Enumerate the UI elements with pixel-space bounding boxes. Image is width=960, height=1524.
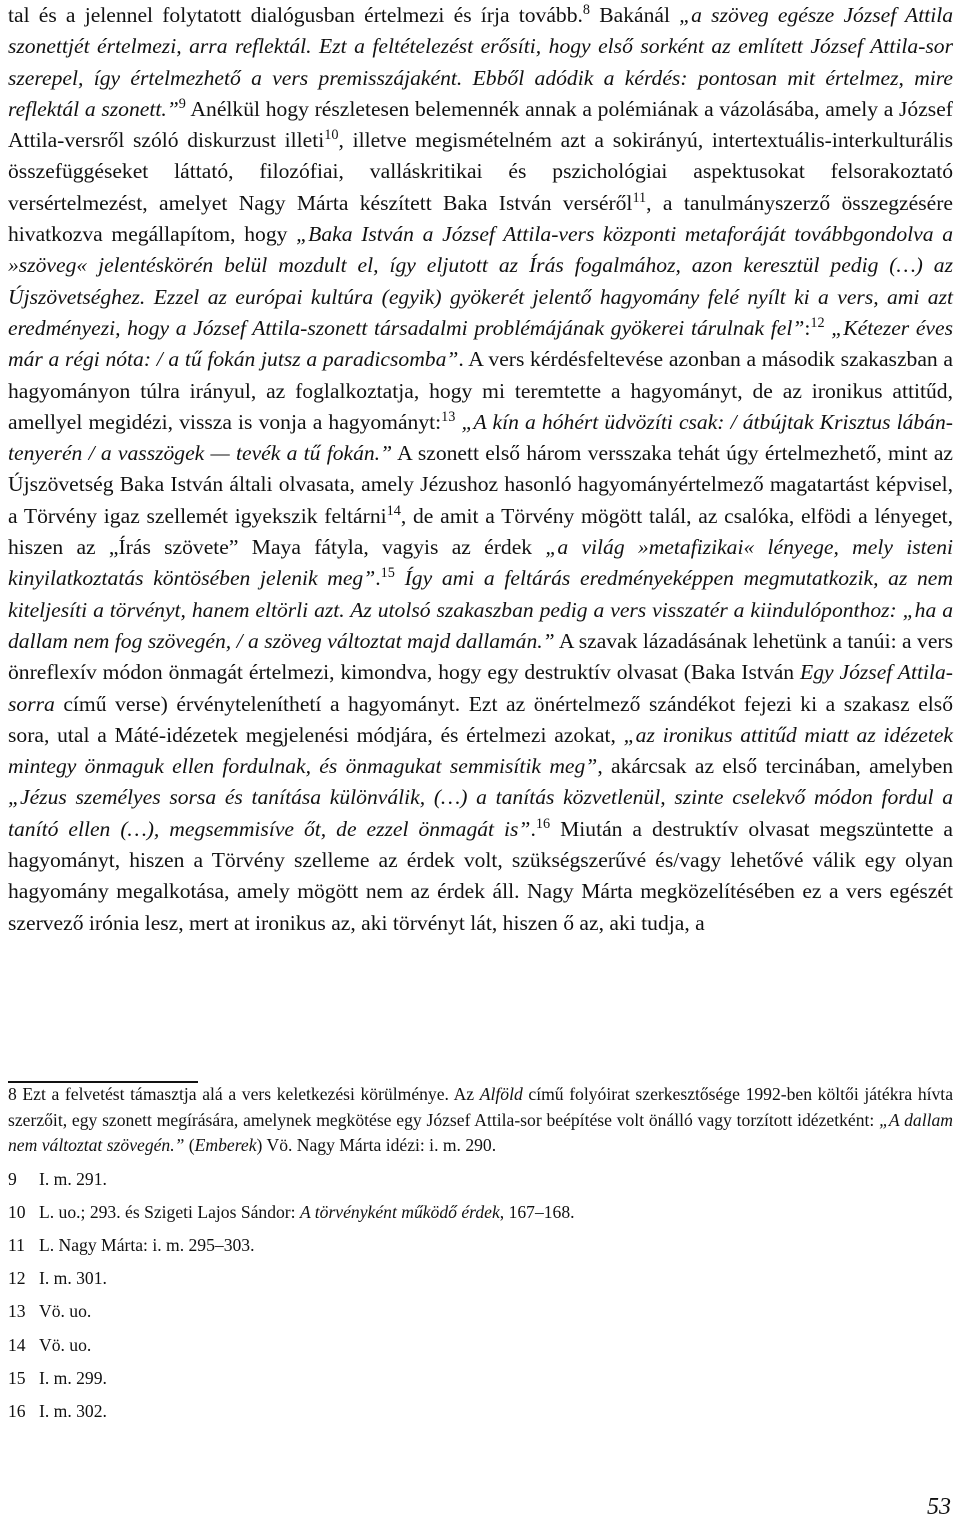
footnote-text: ) Vö. Nagy Márta idézi: i. m. 290.	[256, 1135, 497, 1156]
footnote-text: L. Nagy Márta: i. m. 295–303.	[39, 1234, 255, 1255]
text-run: című verse) érvényteleníthetí a hagyományt. Ezt az önértelmező szándékot fejezi ki a szakasz első sora, utal a Máté-idézetek megjelenési módjára, és értelmezi azokat,	[8, 691, 953, 747]
footnote-text: című folyóirat szerkesztősége 1992-ben költői játékra hívta szerzőit, egy szonett megírására, amelynek megkötése egy József Attila-sor beépítése volt önálló vagy torzított idézetként:	[8, 1084, 953, 1130]
text-run: tal és a jelennel folytatott dialógusban értelmezi és írja tovább.	[8, 3, 583, 27]
text-run: . A vers kérdésfeltevése azonban a második szakaszban a hagyományon túlra irányul, az foglalkoztatja, hogy mi teremtette a hagyományt, de az ironikus attitűd, amellyel megidézi, vissza is vonja a hagyományt:	[8, 347, 953, 434]
footnotes	[8, 1082, 953, 1425]
footnote-number: 16	[8, 1400, 26, 1421]
text-run: , illetve megismételném azt a sokirányú, intertextuális-interkulturális összefüggéseket láttató, filozófiai, valláskritikai és pszichológiai aspektusokat felsorakoztató versértelmezést, amelyet Nagy Márta készített Baka István verséről	[8, 128, 953, 215]
footnote-item	[8, 1333, 953, 1359]
journal-title: Alföld	[479, 1084, 523, 1104]
quotation: „Kétezer éves már a régi nóta: / a tű fokán jutsz a paradicsomba”	[8, 315, 953, 372]
text-run: Anélkül hogy részletesen belemennék annak a polémiának a vázolásába, amely a József Attila-versről szóló diskurzust illeti	[8, 96, 953, 153]
footnote-number: 13	[8, 1301, 26, 1322]
work-title: Emberek	[194, 1135, 257, 1156]
text-run: .	[530, 816, 536, 841]
text-run	[395, 566, 405, 590]
text-run: Bakánál	[590, 3, 680, 27]
text-run: , a tanulmányszerző összegzésére hivatkozva megállapítom, hogy	[8, 190, 953, 247]
quotation: „Baka István a József Attila-vers központi metaforáját továbbgondolva a »szöveg« jelentéskörén belül mozdult el, így eljutott az Írás fogalmához, azon keresztül pedig (…) az Újszövetséghez. Ezzel az európai kultúra (egyik) gyökerét jelentő hagyomány felé nyílt ki a vers, ami azt eredményezi, hogy a József Attila-szonett társadalmi problémájának gyökerei tárulnak fel”	[8, 222, 953, 340]
footnote-number: 10	[8, 1201, 26, 1222]
quotation: „Jézus személyes sorsa és tanítása különválik, (…) a tanítás közvetlenül, szinte cselekvő módon fordul a tanító ellen (…), megsemmisíve őt, de ezzel önmagát is”	[8, 785, 953, 841]
footnote-text: Ezt a felvetést támasztja alá a vers keletkezési körülménye. Az	[16, 1084, 480, 1104]
footnote-item	[8, 1233, 953, 1259]
text-run: , akárcsak az első tercinában, amelyben	[597, 754, 954, 779]
footnote-item	[8, 1167, 953, 1193]
text-run: :	[804, 315, 811, 340]
work-title: Egy József Attila-sorra	[8, 660, 953, 716]
footnote-number: 12	[8, 1268, 26, 1289]
footnote-item	[8, 1299, 953, 1325]
footnote-text: I. m. 301.	[39, 1268, 107, 1289]
quotation: „a világ »metafizikai« lényege, mely isteni kinyilatkoztatás köntösében jelenik meg”	[8, 535, 953, 591]
text-run: A szavak lázadásának lehetünk a tanúi: a vers önreflexív módon önmagát értelmezi, kimondva, hogy egy destruktív olvasat (Baka István	[8, 628, 954, 685]
footnote-text: , 167–168.	[499, 1201, 575, 1222]
quotation: „az ironikus attitűd miatt az idézetek mintegy önmaguk ellen fordulnak, és önmagukat semmisítik meg”	[8, 722, 953, 779]
text-run: Miután a destruktív olvasat megszüntette a hagyományt, hiszen a Törvény szelleme az érdek volt, szükségszerűvé és/vagy lehetővé válik egy olyan hagyomány megalkotása, amely mögött nem az érdek áll. Nagy Márta megközelítésében ez a vers egészét szervező irónia lesz, mert at ironikus az, aki törvényt lát, hiszen ő az, aki tudja, a	[8, 816, 953, 935]
footnote-number: 9	[8, 1168, 17, 1189]
footnote-text: I. m. 302.	[39, 1400, 107, 1421]
page-number: 53	[927, 1494, 951, 1520]
footnote-ref-8[interactable]: 8	[582, 1, 591, 18]
footnote-list	[8, 1167, 953, 1425]
footnote-ref-16[interactable]: 16	[535, 815, 551, 832]
quotation: „A kín a hóhért üdvözíti csak: / átbújtak Krisztus lábán-tenyerén / a vasszögek — tevék a tű fokán.”	[8, 409, 953, 466]
footnote-ref-15[interactable]: 15	[380, 565, 395, 582]
text-run: .	[375, 566, 381, 591]
footnote-number: 14	[8, 1334, 26, 1355]
footnote-ref-14[interactable]: 14	[386, 502, 401, 519]
footnote-number: 11	[8, 1234, 25, 1255]
footnote-text: Vö. uo.	[39, 1334, 92, 1355]
footnote-item	[8, 1266, 953, 1292]
footnote-ref-13[interactable]: 13	[441, 408, 456, 425]
footnote-text: I. m. 291.	[39, 1168, 107, 1189]
footnote-ref-10[interactable]: 10	[324, 127, 339, 143]
text-run: , de amit a Törvény mögött talál, az csalóka, elfödi a lényeget, hiszen az „Írás szövete” Maya fátyla, vagyis az érdek	[8, 503, 953, 560]
page	[8, 0, 953, 939]
quotation: „A dallam nem változtat szövegén.”	[8, 1109, 953, 1156]
footnote-number: 15	[8, 1367, 26, 1388]
footnote-item	[8, 1399, 953, 1425]
footnote-item	[8, 1366, 953, 1392]
footnote-text: Vö. uo.	[39, 1301, 92, 1322]
text-run: A szonett első három versszaka tehát úgy értelmezhető, mint az Újszövetség Baka István általi olvasata, amely Jézushoz hasonló hagyományértelmező magatartást képvisel, a Törvény igaz szellemét igyekszik feltárni	[8, 441, 953, 528]
quotation: Így ami a feltárás eredményeképpen megmutatkozik, az nem kiteljesíti a törvényt, hanem eltörli azt. Az utolsó szakaszban pedig a vers visszatér a kiindulóponthoz: „ha a dallam nem fog szövegén, / a szöveg változtat majd dallamán.”	[8, 566, 953, 653]
quotation: „a szöveg egésze József Attila szonettjét értelmezi, arra reflektál. Ezt a feltételezést erősíti, hogy első sorként az említett József Attila-sor szerepel, így értelmezhető a vers premisszájaként. Ebből adódik a kérdés: pontosan mit értelmez, mire reflektál a szonett.”	[8, 3, 954, 121]
footnote-text: (	[184, 1135, 195, 1156]
footnote-number: 8	[8, 1084, 17, 1104]
footnote-ref-9[interactable]: 9	[178, 95, 186, 112]
footnote-item	[8, 1200, 953, 1226]
footnote-ref-12[interactable]: 12	[810, 314, 825, 331]
footnote-text: I. m. 299.	[39, 1367, 107, 1388]
body-paragraph	[8, 0, 953, 939]
footnote-text: L. uo.; 293. és Szigeti Lajos Sándor:	[39, 1201, 300, 1222]
footnote-8	[8, 1082, 953, 1159]
footnote-ref-11[interactable]: 11	[632, 189, 647, 206]
work-title: A törvényként működő érdek	[299, 1201, 500, 1222]
